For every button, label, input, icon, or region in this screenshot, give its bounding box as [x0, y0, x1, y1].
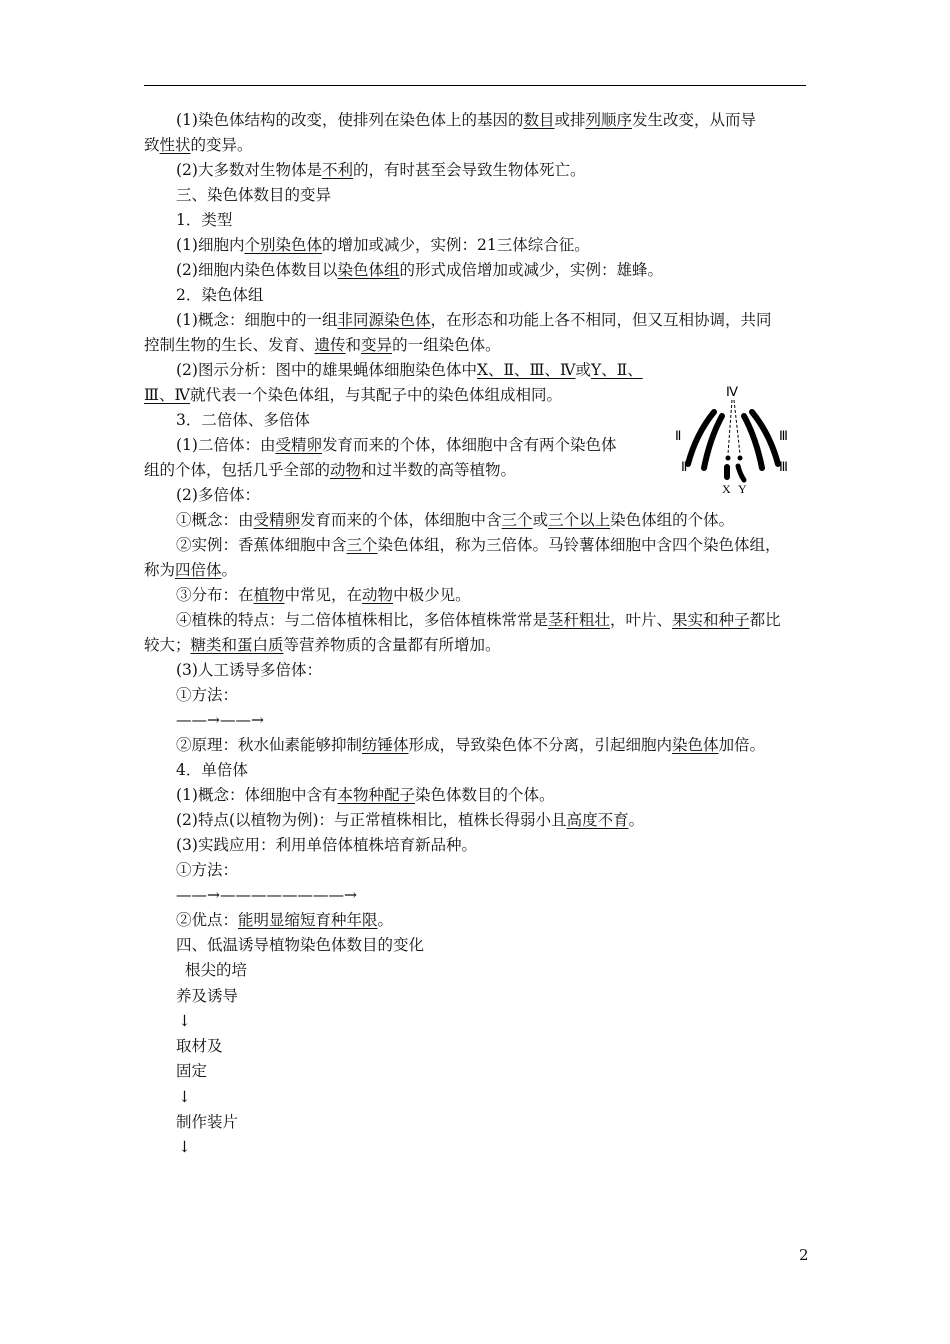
- text-segment: (1)细胞内: [176, 236, 245, 254]
- label-iii-bottom: Ⅲ: [779, 459, 788, 474]
- text-line: [144, 135, 253, 155]
- text-segment: 三、染色体数目的变异: [176, 186, 332, 204]
- text-line: [176, 760, 248, 780]
- underlined-answer: 染色体: [672, 736, 719, 754]
- underlined-answer: 个别染色体: [244, 236, 322, 254]
- label-ii-top: Ⅱ: [675, 428, 682, 443]
- text-segment: ①方法：: [176, 686, 239, 704]
- underlined-answer: 能明显缩短育种年限: [238, 911, 378, 929]
- text-line: [176, 735, 765, 755]
- text-segment: 的，有时甚至会导致生物体死亡。: [352, 161, 586, 179]
- underlined-answer: 数目: [523, 111, 555, 129]
- underlined-answer: 非同源染色体: [337, 311, 431, 329]
- text-segment: 形成，导致染色体不分离，引起细胞内: [408, 736, 673, 754]
- label-y: Y: [738, 482, 747, 496]
- label-iv: Ⅳ: [726, 384, 738, 399]
- text-segment: ——→——→: [176, 711, 264, 729]
- text-segment: 的一组染色体。: [392, 336, 501, 354]
- underlined-answer: 性状: [159, 136, 191, 154]
- label-x: X: [722, 482, 731, 496]
- chromosome-x: [724, 464, 730, 480]
- text-segment: 。: [628, 811, 645, 829]
- text-segment: (2)图示分析：图中的雄果蝇体细胞染色体中: [176, 361, 477, 379]
- underlined-answer: 植物: [253, 586, 285, 604]
- text-line: [176, 785, 555, 805]
- text-segment: 的形式成倍增加或减少，实例：雄蜂。: [399, 261, 663, 279]
- text-segment: 称为: [144, 561, 176, 579]
- text-segment: 取材及: [176, 1037, 223, 1055]
- text-segment: (1)概念：细胞中的一组: [176, 311, 338, 329]
- text-line: [176, 110, 756, 130]
- text-segment: 制作装片: [176, 1113, 239, 1131]
- dashed-line-left: [728, 400, 732, 454]
- text-line: [178, 1011, 191, 1031]
- text-segment: ②实例：香蕉体细胞中含: [176, 536, 347, 554]
- text-segment: 发育而来的个体，体细胞中含: [300, 511, 502, 529]
- text-segment: (1)二倍体：由: [176, 436, 276, 454]
- text-line: [176, 260, 663, 280]
- text-segment: (3)人工诱导多倍体：: [176, 661, 322, 679]
- text-line: [144, 635, 501, 655]
- underlined-answer: 果实和种子: [672, 611, 750, 629]
- underlined-answer: Ⅲ、Ⅳ: [144, 386, 190, 404]
- text-segment: (3)实践应用：利用单倍体植株培育新品种。: [176, 836, 477, 854]
- text-segment: ③分布：在: [176, 586, 254, 604]
- text-line: [176, 185, 331, 205]
- chromosome-y: [738, 466, 744, 480]
- text-segment: 就代表一个染色体组，与其配子中的染色体组成相同。: [189, 386, 562, 404]
- text-line: [176, 885, 357, 905]
- text-line: [176, 685, 238, 705]
- text-line: [176, 910, 393, 930]
- text-line: [176, 535, 781, 555]
- text-segment: 染色体组的个体。: [610, 511, 735, 529]
- text-segment: 4．单倍体: [176, 761, 248, 779]
- text-segment: 加倍。: [718, 736, 766, 754]
- text-segment: (2)多倍体：: [176, 486, 260, 504]
- text-segment: 。: [377, 911, 394, 929]
- text-segment: (1)染色体结构的改变，使排列在染色体上的基因的: [176, 111, 524, 129]
- underlined-answer: 糖类和蛋白质: [190, 636, 284, 654]
- text-segment: 控制生物的生长、发育、: [144, 336, 315, 354]
- text-segment: 或排: [554, 111, 586, 129]
- text-segment: ①概念：由: [176, 511, 254, 529]
- underlined-answer: 染色体组: [337, 261, 400, 279]
- text-line: [176, 485, 260, 505]
- text-line: [144, 460, 516, 480]
- text-segment: 的增加或减少，实例：21三体综合征。: [321, 236, 590, 254]
- underlined-answer: 三个: [501, 511, 533, 529]
- chromosome-iv-dot-left: [726, 456, 731, 461]
- text-line: [176, 810, 644, 830]
- text-line: [185, 960, 247, 980]
- text-segment: 染色体数目的个体。: [414, 786, 555, 804]
- underlined-answer: 动物: [362, 586, 394, 604]
- underlined-answer: 高度不育: [566, 811, 629, 829]
- text-segment: ，叶片、: [610, 611, 673, 629]
- underlined-answer: 四倍体: [175, 561, 222, 579]
- text-segment: ↓: [178, 1012, 191, 1030]
- text-line: [176, 610, 781, 630]
- underlined-answer: 遗传: [314, 336, 346, 354]
- text-segment: ——→————————→: [176, 886, 357, 904]
- text-segment: 2．染色体组: [176, 286, 264, 304]
- text-line: [178, 1137, 191, 1157]
- text-segment: (2)大多数对生物体是: [176, 161, 322, 179]
- text-segment: 组的个体，包括几乎全部的: [144, 461, 331, 479]
- text-segment: (2)细胞内染色体数目以: [176, 261, 338, 279]
- underlined-answer: Y、Ⅱ、: [591, 361, 643, 379]
- text-segment: ④植株的特点：与二倍体植株相比，多倍体植株常常是: [176, 611, 549, 629]
- text-segment: 致: [144, 136, 160, 154]
- text-line: [176, 510, 734, 530]
- text-line: [176, 935, 424, 955]
- text-line: [176, 410, 310, 430]
- underlined-answer: 本物种配子: [337, 786, 415, 804]
- text-line: [176, 860, 238, 880]
- text-line: [144, 560, 237, 580]
- text-segment: 染色体组，称为三倍体。马铃薯体细胞中含四个染色体组，: [377, 536, 781, 554]
- underlined-answer: X、Ⅱ、Ⅲ、Ⅳ: [476, 361, 576, 379]
- text-segment: 中常见，在: [284, 586, 363, 604]
- label-iii-top: Ⅲ: [779, 428, 788, 443]
- text-segment: 较大；: [144, 636, 191, 654]
- text-segment: 3．二倍体、多倍体: [176, 411, 310, 429]
- text-segment: 或: [532, 511, 549, 529]
- text-segment: 中极少见。: [393, 586, 471, 604]
- text-segment: 等营养物质的含量都有所增加。: [283, 636, 501, 654]
- text-segment: 发生改变，从而导: [632, 111, 757, 129]
- text-line: [176, 660, 322, 680]
- text-line: [176, 210, 232, 230]
- header-rule: [144, 85, 806, 86]
- text-segment: ①方法：: [176, 861, 239, 879]
- text-segment: 都比: [749, 611, 781, 629]
- text-segment: 1．类型: [176, 211, 233, 229]
- text-line: [176, 1061, 207, 1081]
- text-segment: 四、低温诱导植物染色体数目的变化: [176, 936, 425, 954]
- text-line: [176, 435, 617, 455]
- text-segment: (2)特点(以植物为例)：与正常植株相比，植株长得弱小且: [176, 811, 567, 829]
- text-segment: ↓: [178, 1088, 191, 1106]
- text-line: [178, 1087, 191, 1107]
- text-line: [144, 385, 562, 405]
- underlined-answer: 受精卵: [275, 436, 322, 454]
- text-segment: ②优点：: [176, 911, 239, 929]
- page-number: 2: [799, 1246, 809, 1264]
- text-segment: 的变异。: [190, 136, 253, 154]
- text-line: [176, 360, 643, 380]
- text-segment: 固定: [176, 1062, 208, 1080]
- text-segment: 和过半数的高等植物。: [361, 461, 517, 479]
- text-segment: 养及诱导: [176, 987, 239, 1005]
- text-segment: 和: [345, 336, 362, 354]
- text-segment: 。: [221, 561, 238, 579]
- text-segment: (1)概念：体细胞中含有: [176, 786, 338, 804]
- underlined-answer: 纺锤体: [362, 736, 409, 754]
- underlined-answer: 动物: [330, 461, 362, 479]
- text-line: [176, 310, 772, 330]
- text-segment: ↓: [178, 1138, 191, 1156]
- text-segment: 或: [575, 361, 591, 379]
- text-segment: ，在形态和功能上各不相同，但又互相协调，共同: [430, 311, 772, 329]
- text-line: [176, 1036, 223, 1056]
- text-segment: 发育而来的个体，体细胞中含有两个染色体: [321, 436, 617, 454]
- underlined-answer: 列顺序: [585, 111, 633, 129]
- underlined-answer: 受精卵: [253, 511, 301, 529]
- text-line: [176, 710, 264, 730]
- underlined-answer: 三个以上: [548, 511, 611, 529]
- chromosome-iv-dot-right: [738, 456, 743, 461]
- text-line: [176, 160, 586, 180]
- text-segment: 根尖的培: [185, 961, 248, 979]
- text-line: [176, 585, 471, 605]
- text-line: [176, 285, 263, 305]
- text-line: [144, 335, 501, 355]
- text-line: [176, 1112, 238, 1132]
- text-segment: ②原理：秋水仙素能够抑制: [176, 736, 363, 754]
- label-ii-bottom: Ⅱ: [681, 459, 688, 474]
- dashed-line-right: [734, 400, 740, 454]
- underlined-answer: 不利: [321, 161, 353, 179]
- underlined-answer: 茎秆粗壮: [548, 611, 611, 629]
- underlined-answer: 三个: [346, 536, 378, 554]
- fruit-fly-chromosome-figure: [672, 380, 797, 498]
- text-line: [176, 235, 590, 255]
- text-line: [176, 835, 477, 855]
- underlined-answer: 变异: [361, 336, 393, 354]
- text-line: [176, 986, 238, 1006]
